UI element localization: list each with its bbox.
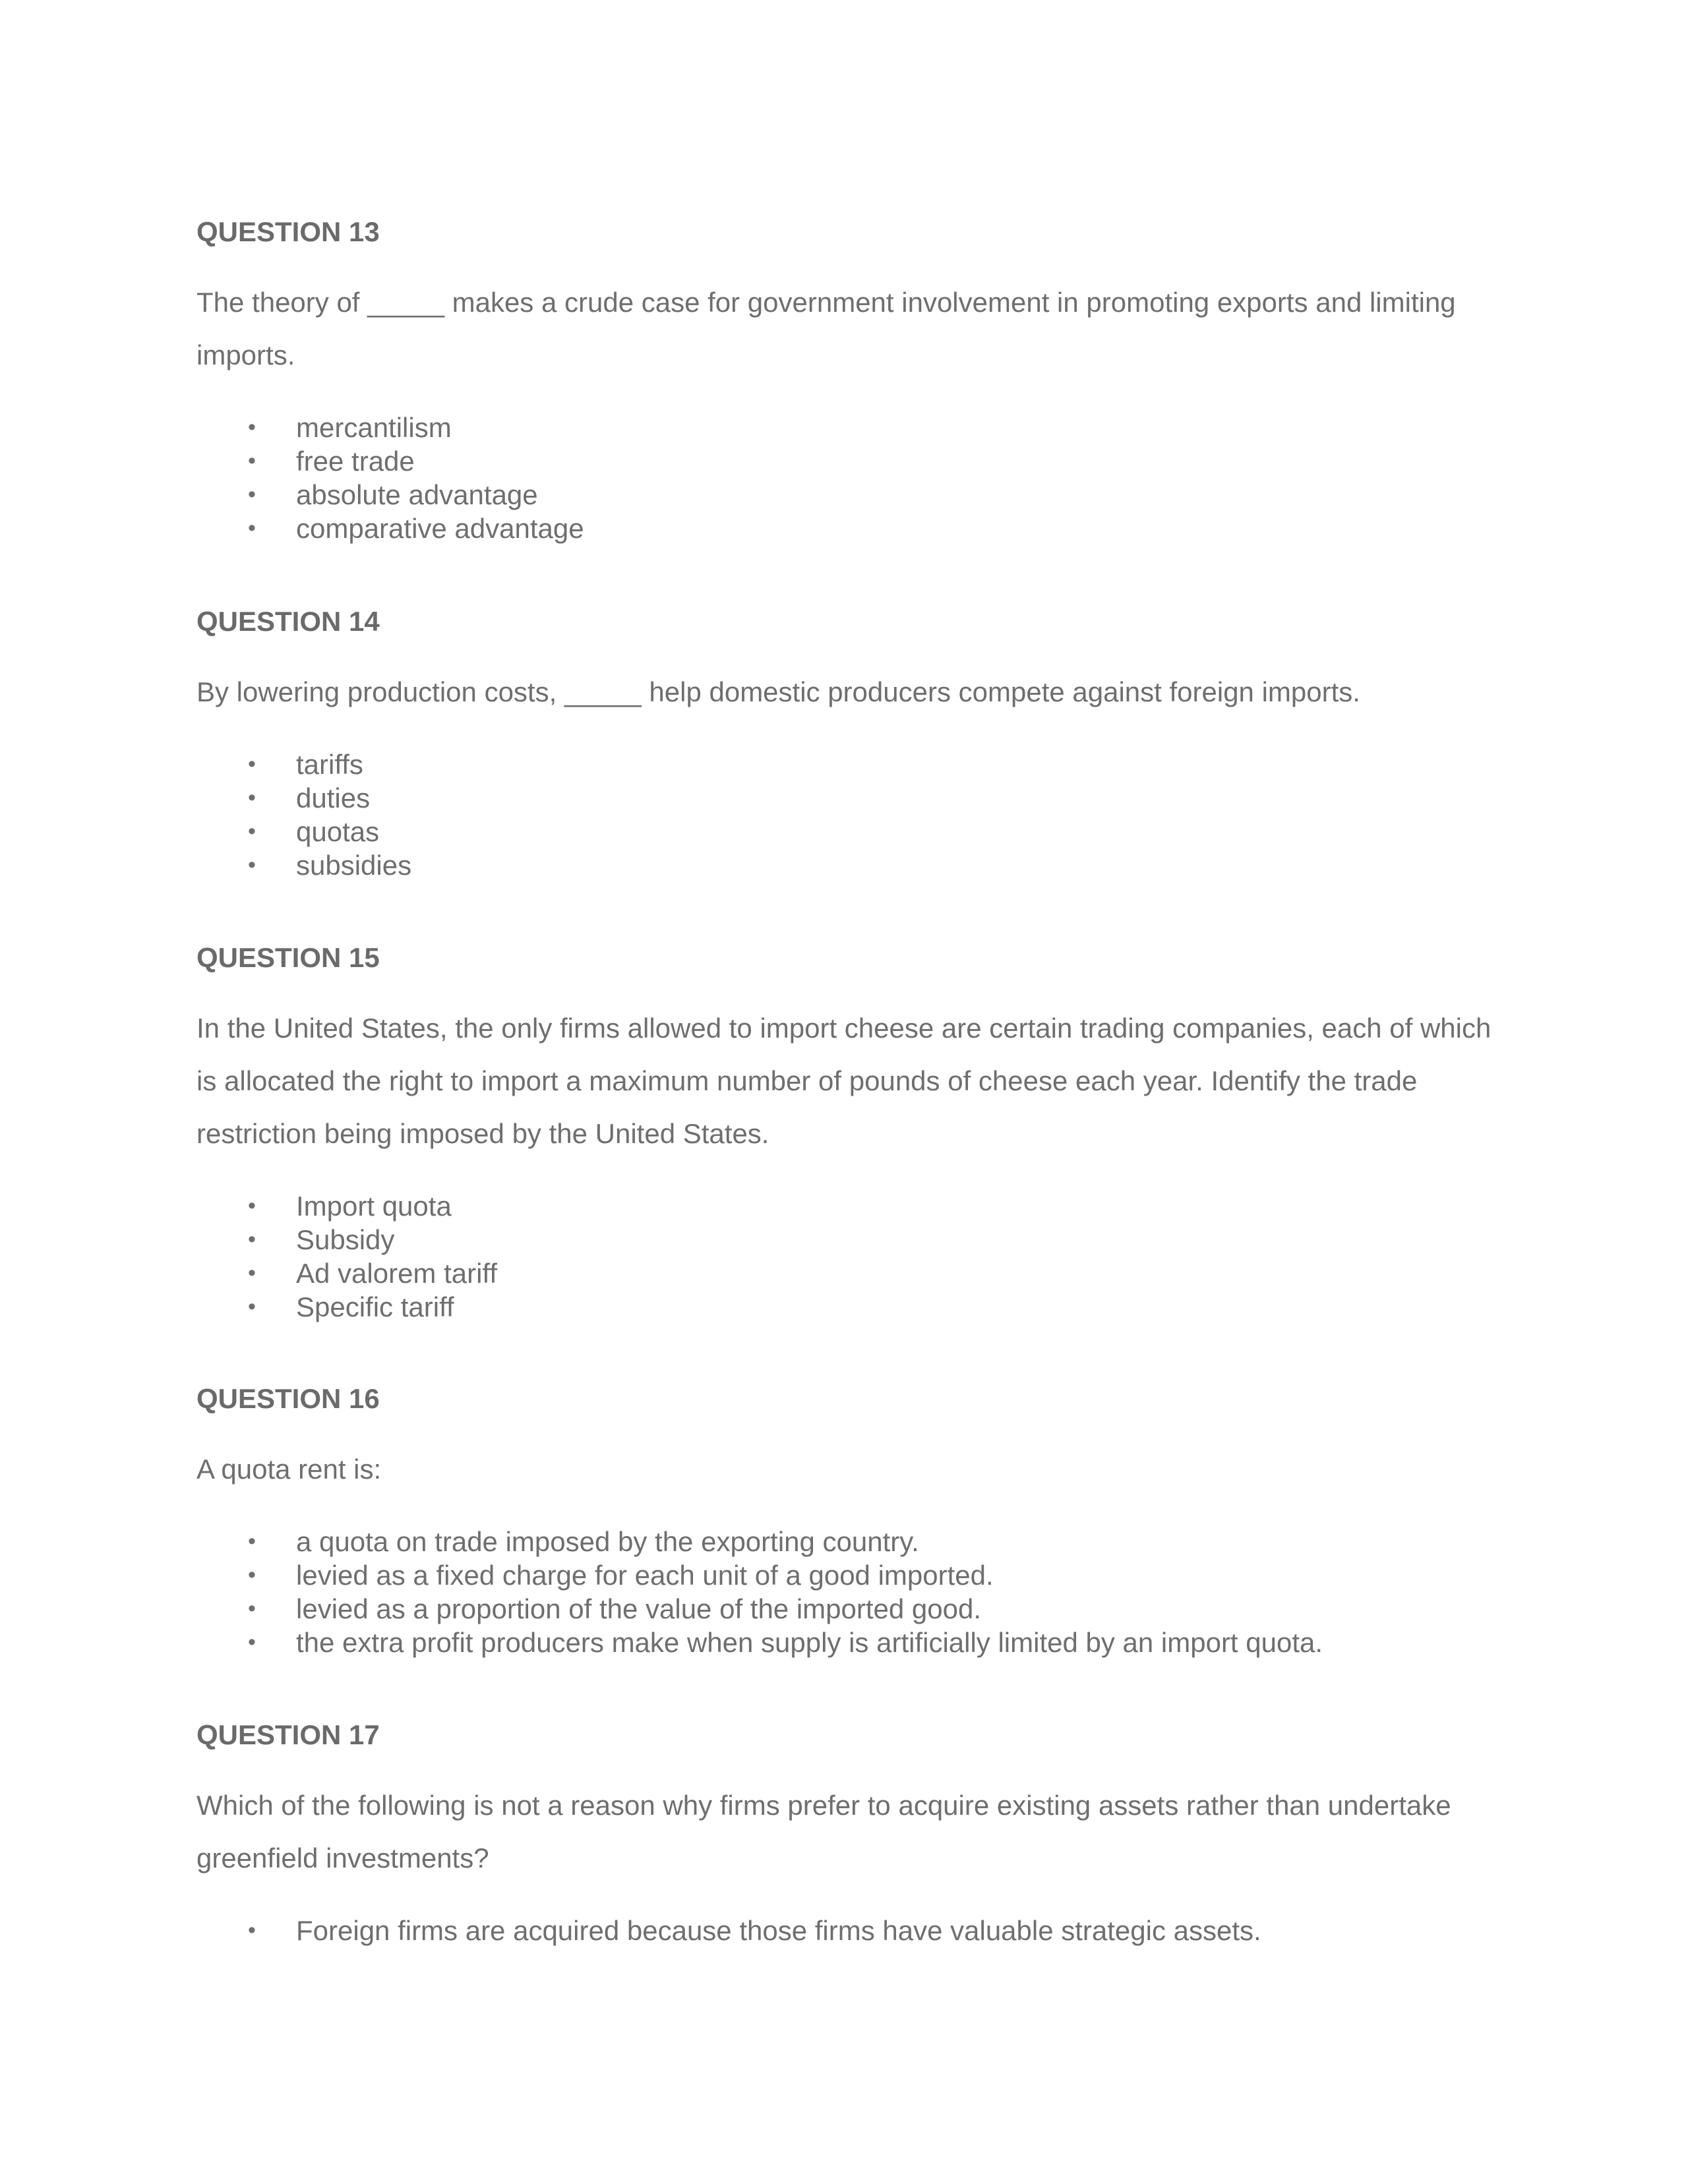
answer-option xyxy=(196,411,1502,444)
question-title: QUESTION 17 xyxy=(196,1719,380,1750)
answer-options xyxy=(196,411,1502,545)
question-text: A quota rent is: xyxy=(196,1454,382,1485)
answer-options xyxy=(196,1914,1502,1947)
bullet-icon: • xyxy=(248,852,256,877)
option-label: levied as a proportion of the value of the imported good. xyxy=(296,1593,982,1624)
option-label: the extra profit producers make when supply is artificially limited by an import quota. xyxy=(296,1627,1323,1658)
answer-option xyxy=(196,1189,1502,1223)
option-label: Subsidy xyxy=(296,1224,395,1255)
question-17 xyxy=(196,1719,1502,1947)
bullet-icon: • xyxy=(248,819,256,844)
option-label: absolute advantage xyxy=(296,479,538,510)
bullet-icon: • xyxy=(248,1294,256,1319)
bullet-icon: • xyxy=(248,516,256,541)
question-title: QUESTION 14 xyxy=(196,606,380,637)
option-label: quotas xyxy=(296,816,380,847)
answer-option xyxy=(196,781,1502,815)
question-text: Which of the following is not a reason why firms prefer to acquire existing assets rather than undertake greenfield investments? xyxy=(196,1790,1451,1874)
bullet-icon: • xyxy=(248,1227,256,1252)
bullet-icon: • xyxy=(248,415,256,440)
bullet-icon: • xyxy=(248,1260,256,1285)
option-label: Foreign firms are acquired because those firms have valuable strategic assets. xyxy=(296,1915,1261,1946)
option-label: a quota on trade imposed by the exporting country. xyxy=(296,1526,919,1557)
answer-options xyxy=(196,1189,1502,1324)
answer-option xyxy=(196,1290,1502,1324)
bullet-icon: • xyxy=(248,482,256,507)
option-label: levied as a fixed charge for each unit of a good imported. xyxy=(296,1560,994,1591)
answer-option xyxy=(196,478,1502,512)
answer-option xyxy=(196,848,1502,882)
question-title: QUESTION 16 xyxy=(196,1383,380,1414)
option-label: free trade xyxy=(296,446,415,477)
answer-option xyxy=(196,1914,1502,1947)
answer-options xyxy=(196,748,1502,882)
answer-option xyxy=(196,1256,1502,1290)
option-label: duties xyxy=(296,782,371,813)
question-text: In the United States, the only firms allowed to import cheese are certain trading companies, each of which is allocated the right to import a maximum number of pounds of cheese each year. Identify the trade restriction being imposed by the United States. xyxy=(196,1013,1492,1149)
answer-option xyxy=(196,748,1502,781)
answer-option xyxy=(196,1626,1502,1659)
bullet-icon: • xyxy=(248,1562,256,1587)
question-14 xyxy=(196,605,1502,882)
answer-options xyxy=(196,1525,1502,1659)
option-label: Specific tariff xyxy=(296,1291,454,1322)
question-13 xyxy=(196,216,1502,545)
bullet-icon: • xyxy=(248,1193,256,1218)
option-label: tariffs xyxy=(296,749,363,780)
bullet-icon: • xyxy=(248,1596,256,1621)
option-label: Import quota xyxy=(296,1191,452,1222)
answer-option xyxy=(196,1558,1502,1592)
bullet-icon: • xyxy=(248,1630,256,1655)
option-label: mercantilism xyxy=(296,412,452,443)
bullet-icon: • xyxy=(248,1918,256,1943)
bullet-icon: • xyxy=(248,448,256,473)
answer-option xyxy=(196,512,1502,545)
question-text: By lowering production costs, _____ help domestic producers compete against foreign imports. xyxy=(196,676,1360,707)
answer-option xyxy=(196,1223,1502,1256)
question-title: QUESTION 15 xyxy=(196,942,380,973)
answer-option xyxy=(196,815,1502,848)
option-label: subsidies xyxy=(296,850,412,881)
bullet-icon: • xyxy=(248,752,256,777)
option-label: comparative advantage xyxy=(296,513,584,544)
answer-option xyxy=(196,1592,1502,1626)
bullet-icon: • xyxy=(248,1529,256,1554)
question-15 xyxy=(196,941,1502,1324)
answer-option xyxy=(196,1525,1502,1558)
question-text: The theory of _____ makes a crude case for government involvement in promoting exports and limiting imports. xyxy=(196,287,1456,370)
bullet-icon: • xyxy=(248,785,256,810)
option-label: Ad valorem tariff xyxy=(296,1258,498,1289)
answer-option xyxy=(196,444,1502,478)
question-16 xyxy=(196,1382,1502,1659)
question-title: QUESTION 13 xyxy=(196,216,380,247)
